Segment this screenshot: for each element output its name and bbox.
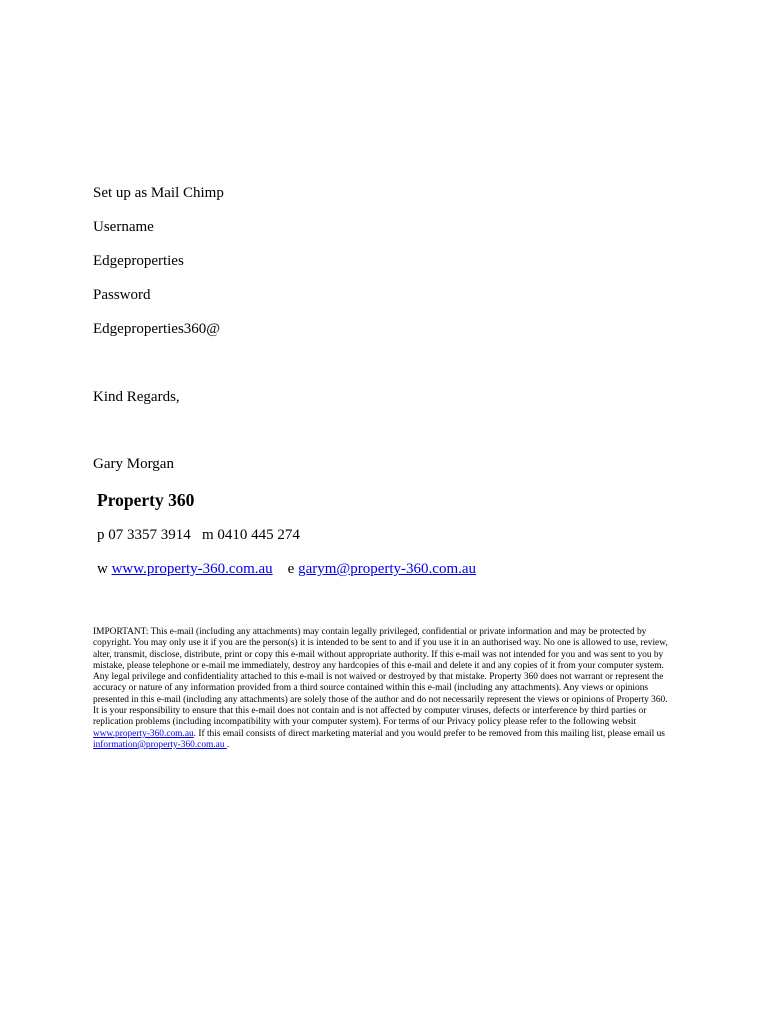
disclaimer-text [93, 627, 673, 751]
web-prefix: w [97, 561, 108, 577]
removal-email-link[interactable]: information@property-360.com.au [93, 739, 227, 750]
company-name: Property 360 [97, 490, 195, 510]
email-prefix: e [287, 561, 295, 577]
body-line-username-value: Edgeproperties [93, 253, 184, 269]
disclaimer-part1: IMPORTANT: This e-mail (including any attachments) may contain legally privileged, confidential or private information and may be protected by copyright. You may only use it if you are the person(s) it is intended to be sent to and if you use it in an authorised way. No one is allowed to use, review, alter, transmit, disclose, distribute, print or copy this e-mail without appropriate authority. If this e-mail was not intended for you and was sent to you by mistake, please telephone or e-mail me immediately, destroy any hardcopies of this e-mail and delete it and any copies of it from your computer system. Any legal privilege and confidentiality attached to this e-mail is not waived or destroyed by that mistake. Property 360 does not warrant or represent the accuracy or nature of any information provided from a third source contained within this e-mail (including any attachments). Any views or opinions presented in this e-mail (including any attachments) are solely those of the author and do not necessarily represent the views or opinions of Property 360. It is your responsibility to ensure that this e-mail does not contain and is not affected by computer viruses, defects or interference by third parties or replication problems (including incompatibility with your computer system). For terms of our Privacy policy please refer to the following websit [93, 627, 668, 728]
body-line-password-label: Password [93, 287, 151, 303]
phone-prefix: p [97, 527, 105, 543]
mobile-number: 0410 445 274 [217, 527, 300, 543]
body-line-password-value: Edgeproperties360@ [93, 321, 221, 337]
mobile-prefix: m [202, 527, 214, 543]
disclaimer-part2: . If this email consists of direct marketing material and you would prefer to be removed from this mailing list, please email us [193, 728, 665, 739]
website-link[interactable]: www.property-360.com.au [111, 561, 273, 577]
email-link[interactable]: garym@property-360.com.au [298, 561, 477, 577]
disclaimer-end: . [226, 739, 230, 750]
body-line-setup: Set up as Mail Chimp [93, 185, 224, 201]
web-email-line [97, 560, 476, 578]
body-line-username-label: Username [93, 219, 154, 235]
sender-name: Gary Morgan [93, 456, 174, 472]
phone-line [97, 526, 300, 544]
privacy-website-link[interactable]: www.property-360.com.au [93, 728, 194, 739]
closing-text: Kind Regards, [93, 389, 180, 405]
phone-number: 07 3357 3914 [108, 527, 191, 543]
